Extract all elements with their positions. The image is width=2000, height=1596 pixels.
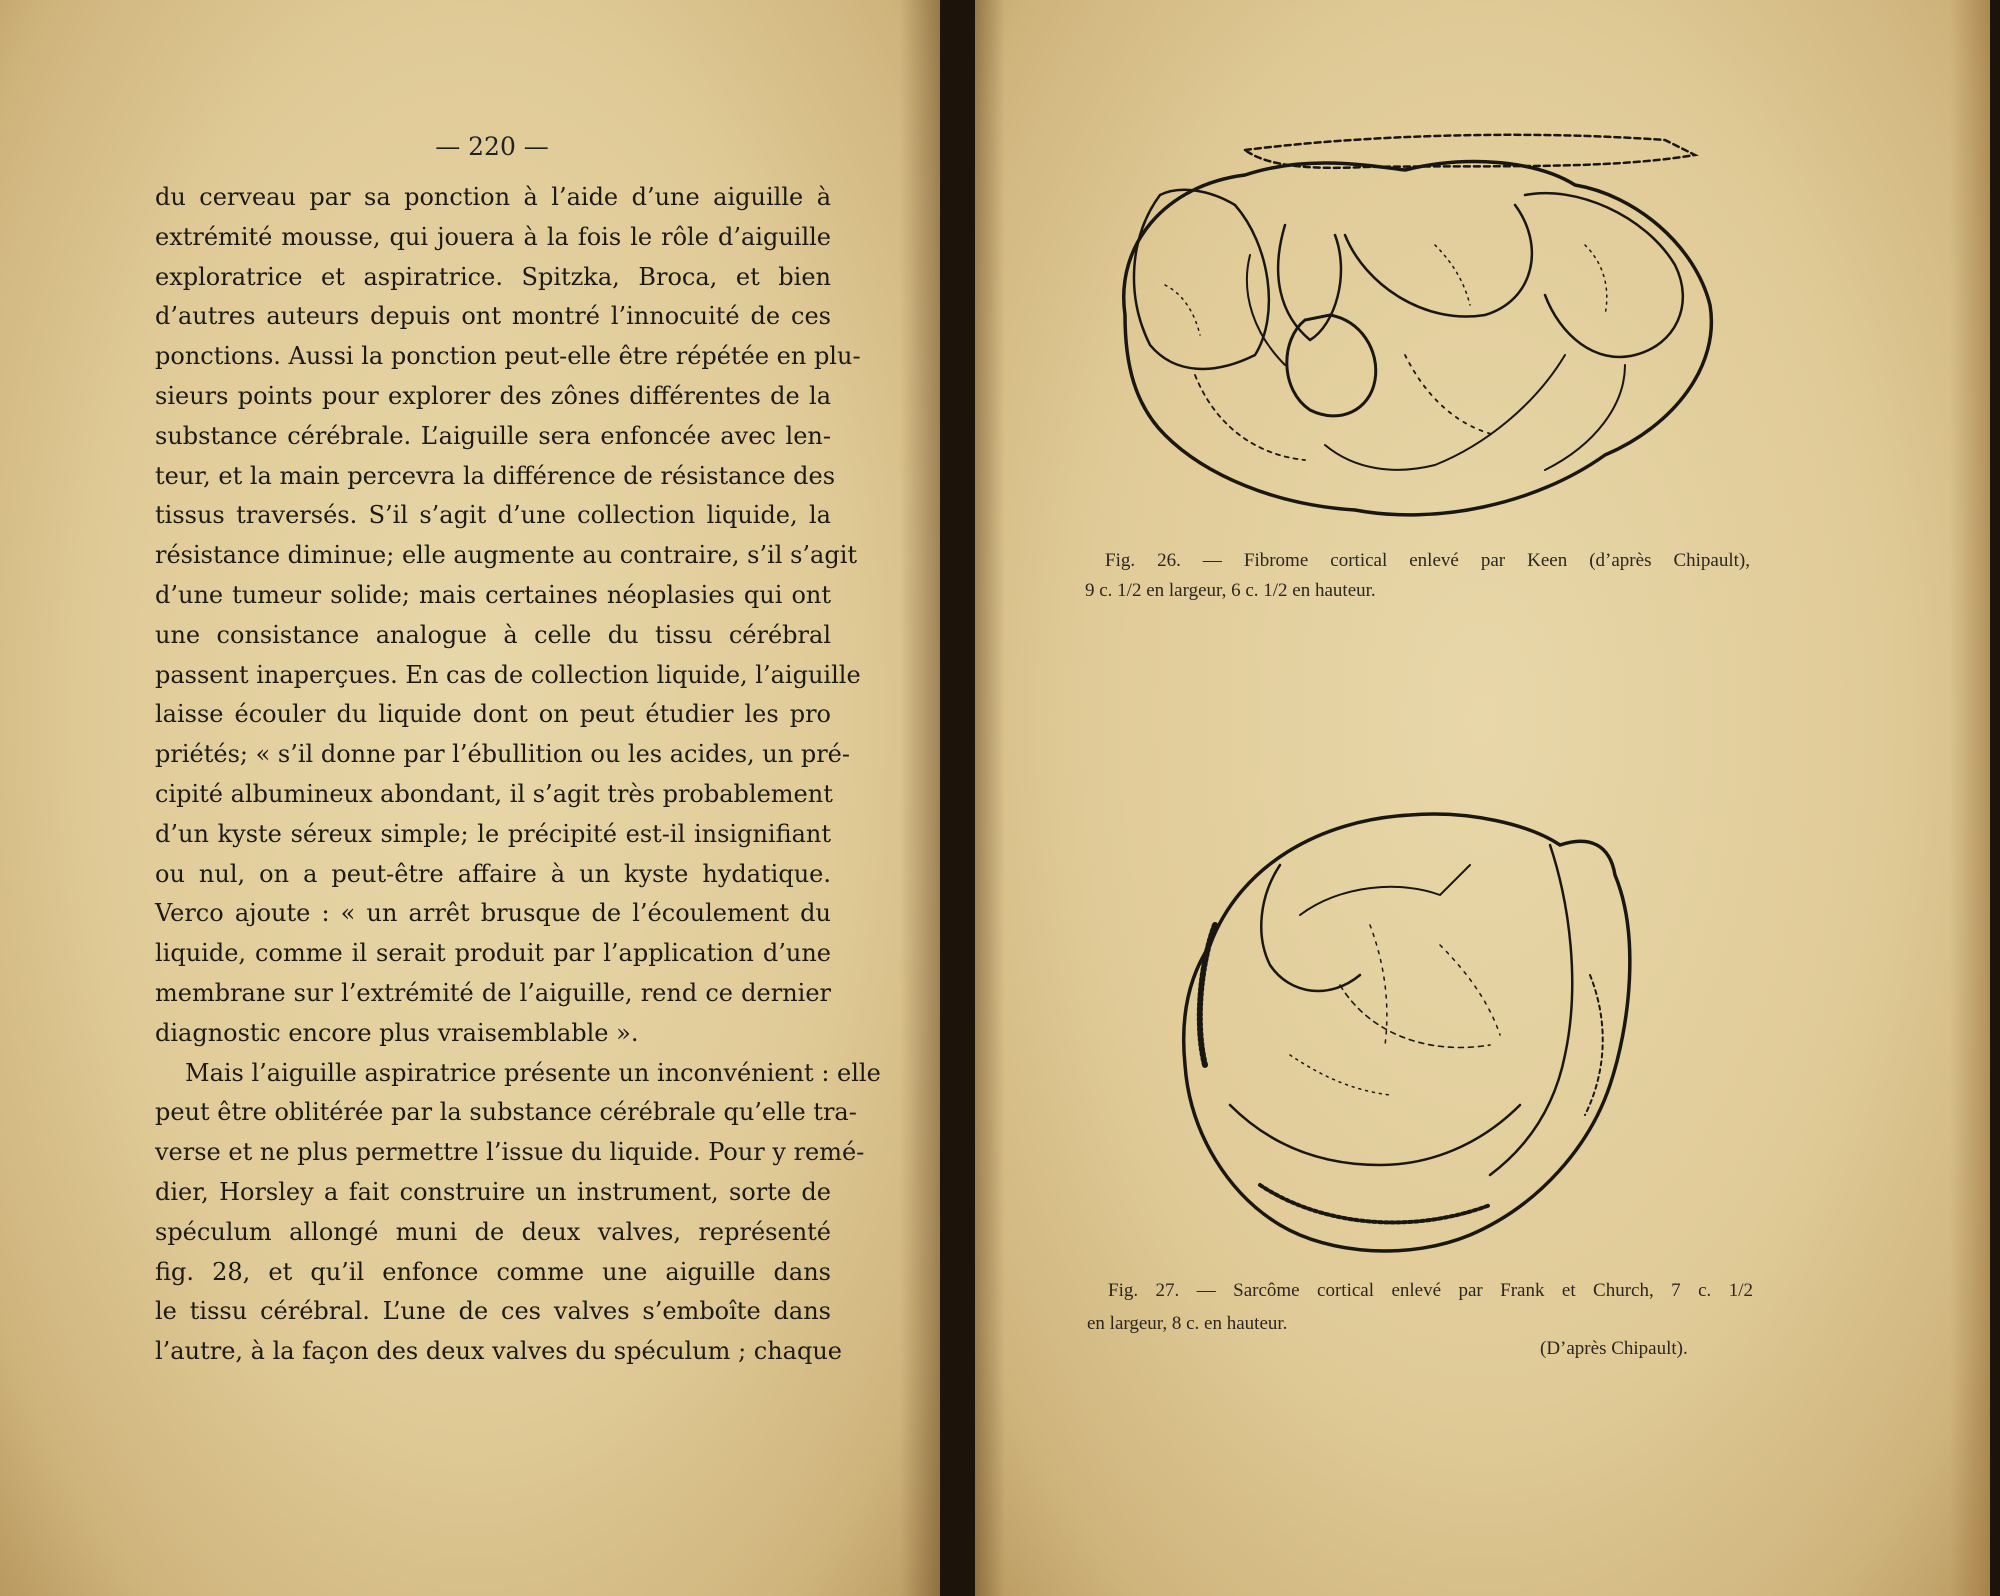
text-line: résistance diminue; elle augmente au contraire, s’il s’agit <box>155 541 858 570</box>
text-line: du cerveau par sa ponction à l’aide d’une aiguille à <box>155 183 831 211</box>
figure-26-caption: Fig. 26. — Fibrome cortical enlevé par Keen (d’après Chipault), <box>1105 550 1750 571</box>
sarcoma-illustration <box>1170 805 1660 1265</box>
figure-27-caption: Fig. 27. — Sarcôme cortical enlevé par Frank et Church, 7 c. 1/2 <box>1108 1280 1753 1301</box>
text-line: d’une tumeur solide; mais certaines néoplasies qui ont <box>155 580 831 609</box>
text-line: ponctions. Aussi la ponction peut-elle être répétée en plu- <box>155 342 861 371</box>
text-line: diagnostic encore plus vraisemblable ». <box>155 1018 639 1047</box>
gutter-shadow <box>975 0 1005 1596</box>
text-line: laisse écouler du liquide dont on peut étudier les pro <box>155 700 831 729</box>
text-line: peut être oblitérée par la substance cérébrale qu’elle tra- <box>155 1098 857 1127</box>
figure-27-caption-dimensions: en largeur, 8 c. en hauteur. <box>1087 1313 1288 1334</box>
text-line: verse et ne plus permettre l’issue du liquide. Pour y remé- <box>155 1138 865 1167</box>
text-line: le tissu cérébral. L’une de ces valves s’emboîte dans <box>155 1297 831 1326</box>
text-line: substance cérébrale. L’aiguille sera enfoncée avec len- <box>155 421 831 450</box>
text-line: extrémité mousse, qui jouera à la fois le rôle d’aiguille <box>155 222 831 251</box>
fibroma-illustration <box>1105 125 1725 535</box>
body-text <box>155 178 881 1372</box>
text-line: une consistance analogue à celle du tissu cérébral <box>155 620 831 649</box>
text-line: sieurs points pour explorer des zônes différentes de la <box>155 381 831 410</box>
text-line: tissus traversés. S’il s’agit d’une collection liquide, la <box>155 501 831 530</box>
text-line: d’un kyste séreux simple; le précipité est-il insignifiant <box>155 819 831 848</box>
text-line: cipité albumineux abondant, il s’agit très probablement <box>155 779 833 808</box>
page-number: — 220 — <box>435 132 549 161</box>
text-line: membrane sur l’extrémité de l’aiguille, rend ce dernier <box>155 978 831 1007</box>
text-line: priétés; « s’il donne par l’ébullition ou les acides, un pré- <box>155 740 850 769</box>
page-edge <box>1950 0 1990 1596</box>
gutter-shadow <box>900 0 940 1596</box>
text-line: exploratrice et aspiratrice. Spitzka, Broca, et bien <box>155 262 831 291</box>
text-line: passent inaperçues. En cas de collection liquide, l’aiguille <box>155 660 861 689</box>
text-line: Mais l’aiguille aspiratrice présente un inconvénient : elle <box>185 1058 881 1087</box>
figure-26-caption-dimensions: 9 c. 1/2 en largeur, 6 c. 1/2 en hauteur. <box>1085 580 1376 601</box>
text-line: fig. 28, et qu’il enfonce comme une aiguille dans <box>155 1257 831 1286</box>
figure-27-credit: (D’après Chipault). <box>1540 1338 1688 1359</box>
text-line: liquide, comme il serait produit par l’application d’une <box>155 939 831 968</box>
text-line: l’autre, à la façon des deux valves du spéculum ; chaque <box>155 1337 843 1366</box>
text-line: d’autres auteurs depuis ont montré l’innocuité de ces <box>155 302 831 331</box>
text-line: dier, Horsley a fait construire un instrument, sorte de <box>155 1177 831 1206</box>
text-line: ou nul, on a peut-être affaire à un kyste hydatique. <box>155 859 831 888</box>
tumor-outline <box>1184 814 1630 1251</box>
text-line: spéculum allongé muni de deux valves, représenté <box>155 1217 831 1246</box>
text-line: teur, et la main percevra la différence de résistance des <box>155 461 836 490</box>
text-line: Verco ajoute : « un arrêt brusque de l’écoulement du <box>155 899 831 928</box>
